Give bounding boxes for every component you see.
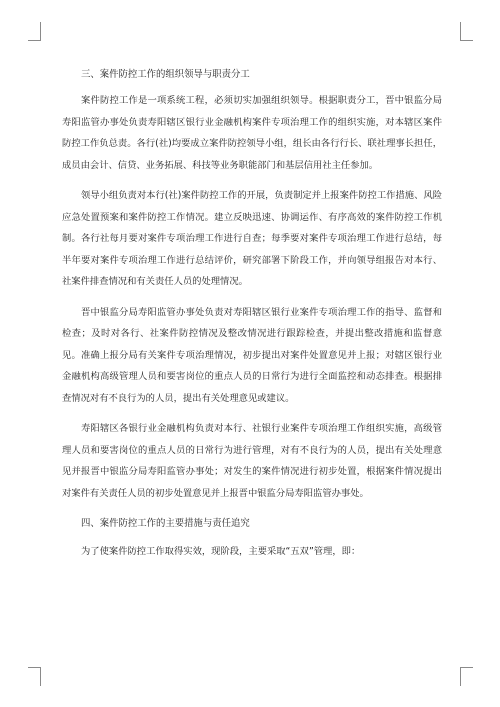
document-body [62,64,442,563]
crop-mark-bottom-left [28,667,41,686]
paragraph-1: 案件防控工作是一项系统工程，必须切实加强组织领导。根据职责分工，晋中银监分局寿阳监管办事处负责寿阳辖区银行业金融机构案件专项治理工作的组织实施，对本辖区案件防控工作负总责。各行(社)均要成立案件防控领导小组，组长由各行行长、联社理事长担任，成员由会计、信贷、业务拓展、科技等业务职能部门和基层信用社主任参加。 [62,95,442,171]
crop-mark-top-left [28,22,41,41]
paragraph-5: 为了使案件防控工作取得实效，现阶段，主要采取“五双”管理，即： [81,546,361,557]
paragraph-3: 晋中银监分局寿阳监管办事处负责对寿阳辖区银行业案件专项治理工作的指导、监督和检查；及时对各行、社案件防控情况及整改情况进行跟踪检查，并提出整改措施和监督意见。准确上报分局有关案件专项治理情况，初步提出对案件处置意见并上报；对辖区银行业金融机构高级管理人员和要害岗位的重点人员的日常行为进行全面监控和动态排查。根据排查情况对有不良行为的人员，提出有关处理意见或建议。 [62,306,442,404]
crop-mark-top-right [460,22,473,41]
paragraph-4: 寿阳辖区各银行业金融机构负责对本行、社银行业案件专项治理工作组织实施，高级管理人员和要害岗位的重点人员的日常行为进行管理，对有不良行为的人员，提出有关处理意见并报晋中银监分局寿阳监管办事处；对发生的案件情况进行初步处置，根据案件情况提出对案件有关责任人员的初步处置意见并上报晋中银监分局寿阳监管办事处。 [62,423,442,499]
crop-mark-bottom-right [460,667,473,686]
section-3-heading: 三、案件防控工作的组织领导与职责分工 [81,69,250,80]
section-4-heading: 四、案件防控工作的主要措施与责任追究 [81,518,250,529]
paragraph-2: 领导小组负责对本行(社)案件防控工作的开展，负责制定并上报案件防控工作措施、风险应急处置预案和案件防控工作情况。建立反映迅速、协调运作、有序高效的案件防控工作机制。各行社每月要对案件专项治理工作进行自查；每季要对案件专项治理工作进行总结，每半年要对案件专项治理工作进行总结评价，研究部署下阶段工作，并向领导组报告对本行、社案件排查情况和有关责任人员的处理情况。 [62,190,442,287]
